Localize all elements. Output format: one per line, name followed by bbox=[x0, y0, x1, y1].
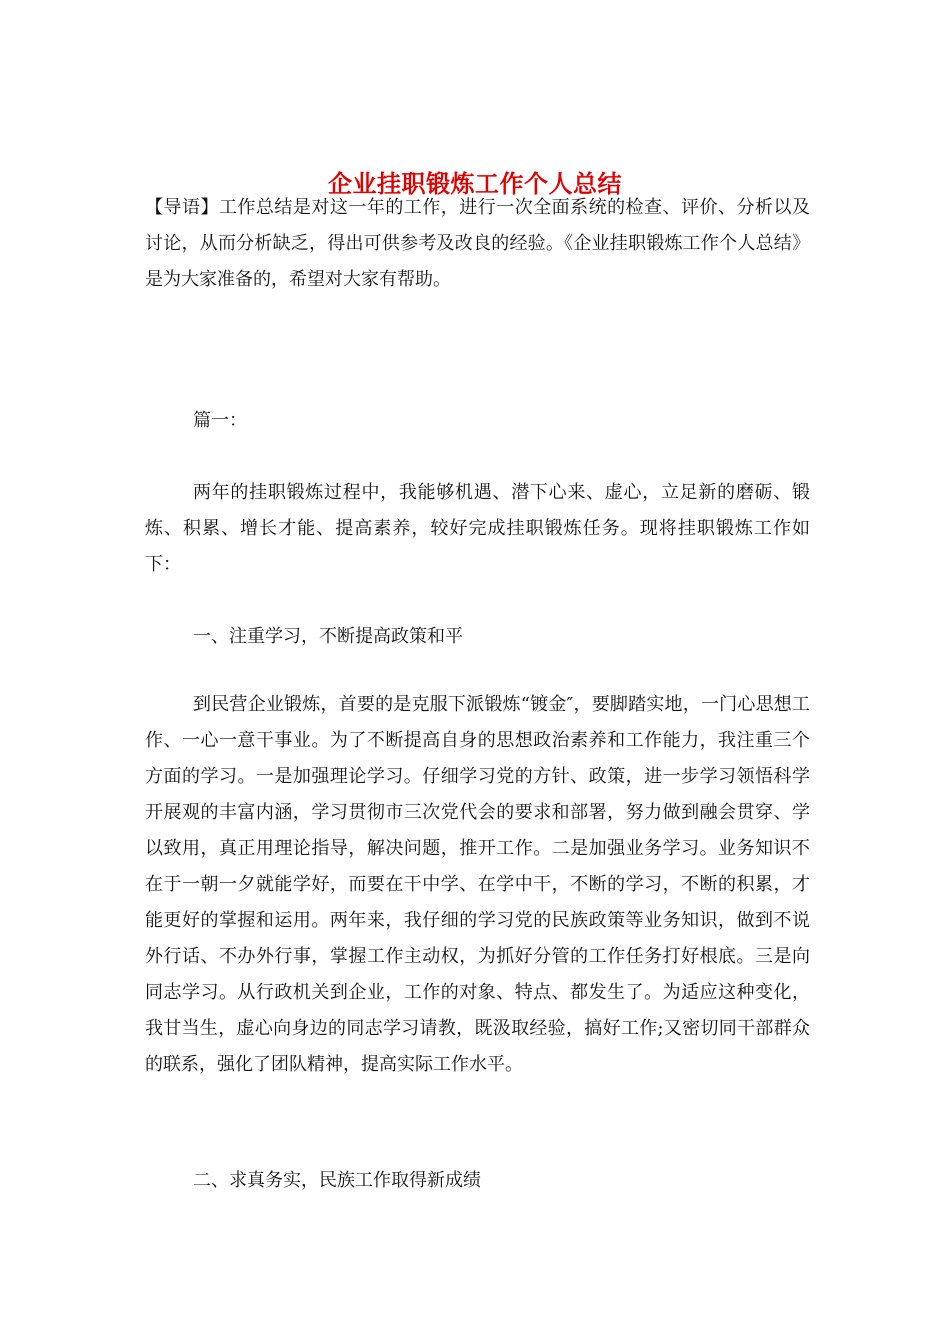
section-heading-1: 一、注重学习，不断提高政策和平 bbox=[193, 626, 463, 647]
body-paragraph-2: 到民营企业锻炼，首要的是克服下派锻炼“镀金″，要脚踏实地，一门心思想工作、一心一意干事业。为了不断提高自身的思想政治素养和工作能力，我注重三个方面的学习。一是加强理论学习。仔细学习党的方针、政策，进一步学习领悟科学开展观的丰富内涵，学习贯彻市三次党代会的要求和部署，努力做到融会贯穿、学以致用，真正用理论指导，解决问题，推开工作。二是加强业务学习。业务知识不在于一朝一夕就能学好，而要在干中学、在学中干，不断的学习，不断的积累，才能更好的掌握和运用。两年来，我仔细的学习党的民族政策等业务知识，做到不说外行话、不办外行事，掌握工作主动权，为抓好分管的工作任务打好根底。三是向同志学习。从行政机关到企业，工作的对象、特点、都发生了。为适应这种变化，我甘当生，虚心向身边的同志学习请教，既汲取经验，搞好工作;又密切同干部群众的联系，强化了团队精神，提高实际工作水平。 bbox=[145, 694, 810, 1075]
body-paragraph-1: 两年的挂职锻炼过程中，我能够机遇、潜下心来、虚心，立足新的磨砺、锻炼、积累、增长才能、提高素养，较好完成挂职锻炼任务。现将挂职锻炼工作如下： bbox=[145, 482, 810, 575]
section-heading-2: 二、求真务实，民族工作取得新成绩 bbox=[193, 1170, 481, 1191]
part-label: 篇一： bbox=[193, 410, 247, 431]
intro-paragraph: 【导语】工作总结是对这一年的工作，进行一次全面系统的检查、评价、分析以及讨论，从而分析缺乏，得出可供参考及改良的经验。《企业挂职锻炼工作个人总结》是为大家准备的，希望对大家有帮助。 bbox=[145, 197, 810, 290]
document-title: 企业挂职锻炼工作个人总结 bbox=[328, 169, 622, 199]
